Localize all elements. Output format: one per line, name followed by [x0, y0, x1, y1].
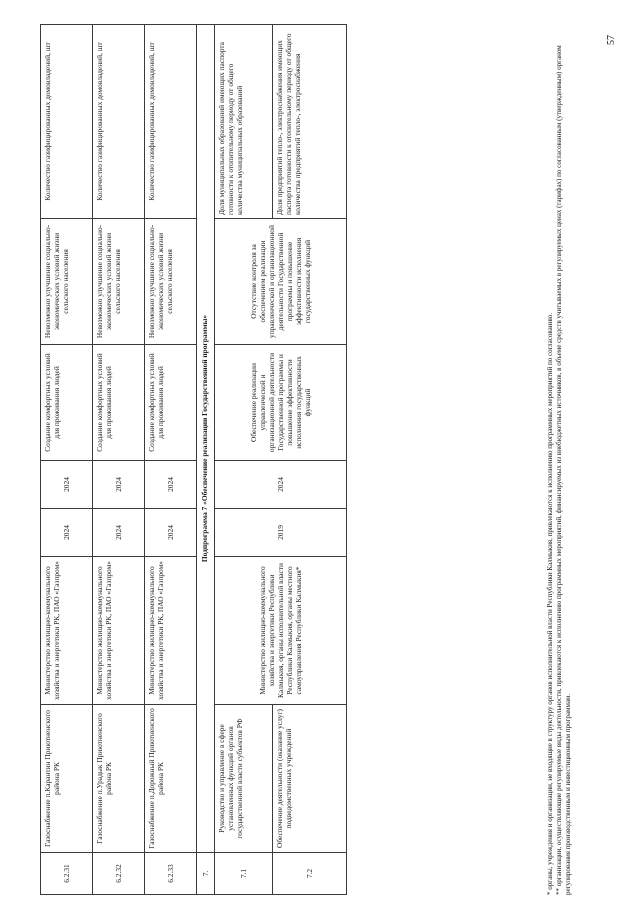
section-header-row — [197, 25, 215, 895]
indicator: Количество газифицированных домовладений, шт — [93, 25, 145, 219]
measure-name: Руководство и управление в сфере установленных функций органов государственной власти субъектов РФ — [215, 705, 273, 853]
row-number: 6.2.31 — [41, 853, 93, 895]
footnotes — [546, 15, 572, 895]
start-year: 2024 — [93, 509, 145, 557]
start-year: 2024 — [145, 509, 197, 557]
measure-name: Газоснабжение п.Дорожный Приютненского района РК — [145, 705, 197, 853]
non-implementation-consequence: Невозможно улучшение социально-экономических условий жизни сельского населения — [145, 219, 197, 345]
executor: Министерство жилищно-коммунального хозяйства и энергетики РК, ПАО «Газпром» — [41, 557, 93, 705]
program-measures-table — [40, 24, 347, 895]
non-implementation-consequence: Невозможно улучшение социально-экономических условий жизни сельского населения — [41, 219, 93, 345]
row-number: 6.2.32 — [93, 853, 145, 895]
row-number: 6.2.33 — [145, 853, 197, 895]
expected-result: Создание комфортных условий для проживания людей — [41, 345, 93, 461]
expected-result: Создание комфортных условий для проживания людей — [93, 345, 145, 461]
indicator-municipal: Доля муниципальных образований имеющих паспорта готовности к отопительному периоду от общего количества муниципальных образований — [215, 25, 273, 219]
section-number: 7. — [197, 853, 215, 895]
section-title: Подпрограмма 7 «Обеспечение реализации Государственной программы» — [197, 25, 215, 853]
non-implementation-consequence: Невозможно улучшение социально-экономических условий жизни сельского населения — [93, 219, 145, 345]
start-year: 2019 — [215, 509, 347, 557]
start-year: 2024 — [41, 509, 93, 557]
indicator: Количество газифицированных домовладений, шт — [145, 25, 197, 219]
row-number: 7.1 — [215, 853, 273, 895]
end-year: 2024 — [93, 461, 145, 509]
table-row-7-1 — [215, 25, 273, 895]
indicator-enterprises: Доля предприятий тепло-, электроснабжения имеющих паспорта готовности к отопительному периоду от общего количества предприятий тепло-, электроснабжения — [273, 25, 347, 219]
measure-name: Газоснабжение п.Карантин Приютненского района РК — [41, 705, 93, 853]
row-number: 7.2 — [273, 853, 347, 895]
measure-name: Газоснабжение п.Урадык Приютненского района РК — [93, 705, 145, 853]
measure-name: Обеспечение деятельности (оказание услуг) подведомственных учреждений — [273, 705, 347, 853]
indicator: Количество газифицированных домовладений, шт — [41, 25, 93, 219]
footnote-1: * органы, учреждения и организации, не входящие в структуру органов исполнительной власти Республики Калмыкия, привлекаются к исполнению программных мероприятий по согласованию. — [546, 312, 554, 895]
page-number: 57 — [606, 35, 617, 45]
end-year: 2024 — [145, 461, 197, 509]
non-implementation-consequence: Отсутствие контроля за обеспечением реализации управленческой и организационной деятельности Государственной программы и повышение эффективности исполнения государственных функций — [215, 219, 347, 345]
expected-result: Создание комфортных условий для проживания людей — [145, 345, 197, 461]
executor: Министерство жилищно-коммунального хозяйства и энергетики Республики Калмыкия, органы исполнительной власти Республики Калмыкия, органы местного самоуправления Республики Калмыкия* — [215, 557, 347, 705]
executor: Министерство жилищно-коммунального хозяйства и энергетики РК, ПАО «Газпром» — [145, 557, 197, 705]
end-year: 2024 — [215, 461, 347, 509]
expected-result: Обеспечение реализации управленческой и организационной деятельности Государственной программы и повышение эффективности исполнения государственных функций — [215, 345, 347, 461]
table-row-6-2-32 — [93, 25, 145, 895]
footnote-2: ** организации, осуществляющие регулируемые виды деятельности, привлекаются к исполнению программных мероприятий, финансируемых из внебюджетных источников, в объеме средств учитываемых в регулируемых ценах (тарифах) по согласованным (утвержденным) органом регулирования производственным и инвестиционным программам. — [554, 45, 572, 895]
executor: Министерство жилищно-коммунального хозяйства и энергетики РК, ПАО «Газпром» — [93, 557, 145, 705]
table-row-6-2-31 — [41, 25, 93, 895]
table-row-6-2-33 — [145, 25, 197, 895]
end-year: 2024 — [41, 461, 93, 509]
